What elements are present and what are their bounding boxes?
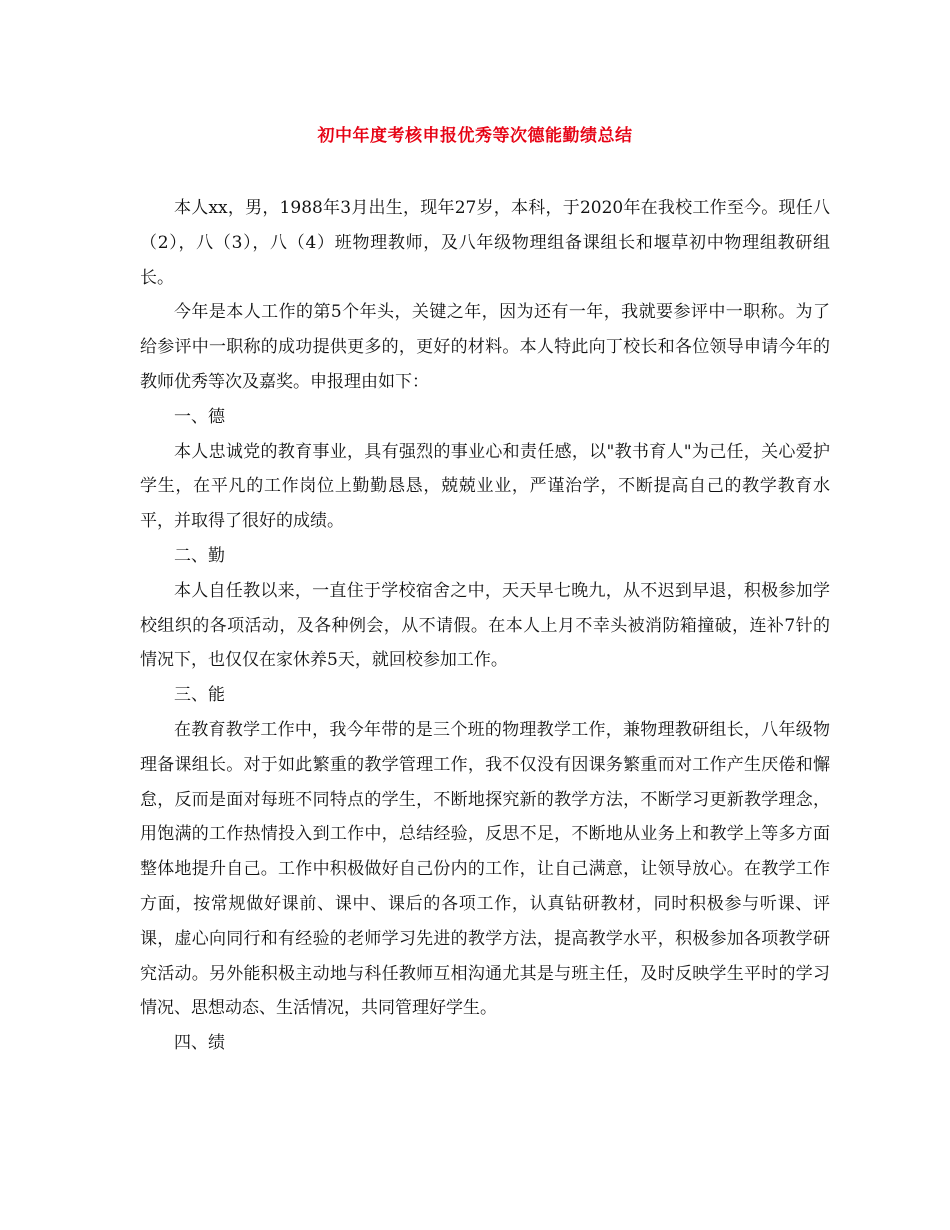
section-heading-qin: 二、勤 (174, 545, 225, 566)
section-heading-neng: 三、能 (174, 685, 225, 706)
section-text-de: 本人忠诚党的教育事业，具有强烈的事业心和责任感，以"教书育人"为己任，关心爱护学生，在平凡的工作岗位上勤勤恳恳，兢兢业业，严谨治学，不断提高自己的教学教育水平，并取得了很好的成绩。 (140, 441, 830, 532)
section-text-neng: 在教育教学工作中，我今年带的是三个班的物理教学工作，兼物理教研组长，八年级物理备课组长。对于如此繁重的教学管理工作，我不仅没有因课务繁重而对工作产生厌倦和懈怠，反而是面对每班不同特点的学生，不断地探究新的教学方法，不断学习更新教学理念，用饱满的工作热情投入到工作中，总结经验，反思不足，不断地从业务上和教学上等多方面整体地提升自己。工作中积极做好自己份内的工作，让自己满意，让领导放心。在教学工作方面，按常规做好课前、课中、课后的各项工作，认真钻研教材，同时积极参与听课、评课，虚心向同行和有经验的老师学习先进的教学方法，提高教学水平，积极参加各项教学研究活动。另外能积极主动地与科任教师互相沟通尤其是与班主任，及时反映学生平时的学习情况、思想动态、生活情况，共同管理好学生。 (140, 719, 830, 1019)
intro-paragraph-1: 本人xx，男，1988年3月出生，现年27岁，本科，于2020年在我校工作至今。现任八（2），八（3），八（4）班物理教师，及八年级物理组备课组长和堰草初中物理组教研组长。 (140, 198, 830, 288)
document-title: 初中年度考核申报优秀等次德能勤绩总结 (317, 126, 633, 146)
section-heading-de: 一、德 (174, 406, 225, 427)
section-heading-ji: 四、绩 (174, 1033, 225, 1054)
document-body (140, 191, 830, 1061)
intro-paragraph-2: 今年是本人工作的第5个年头，关键之年，因为还有一年，我就要参评中一职称。为了给参评中一职称的成功提供更多的，更好的材料。本人特此向丁校长和各位领导申请今年的教师优秀等次及嘉奖。申报理由如下： (140, 302, 830, 392)
section-text-qin: 本人自任教以来，一直住于学校宿舍之中，天天早七晚九，从不迟到早退，积极参加学校组织的各项活动，及各种例会，从不请假。在本人上月不幸头被消防箱撞破，连补7针的情况下，也仅仅在家休养5天，就回校参加工作。 (140, 580, 830, 671)
